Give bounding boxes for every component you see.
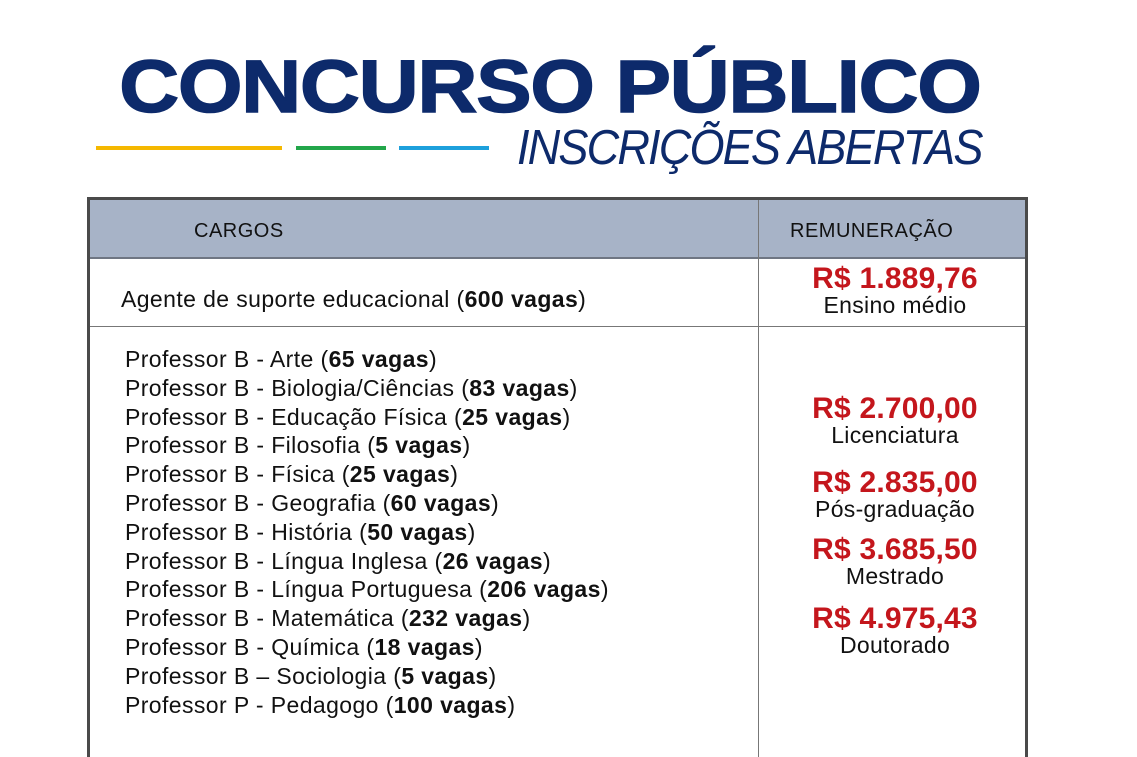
list-item: Professor B - Educação Física (25 vagas) bbox=[125, 403, 571, 430]
page-subtitle: INSCRIÇÕES ABERTAS bbox=[517, 121, 982, 175]
row-divider bbox=[90, 326, 1025, 327]
salary-agent bbox=[759, 264, 1031, 316]
salary-value: R$ 3.685,50 bbox=[812, 533, 978, 566]
list-item: Professor B - Língua Inglesa (26 vagas) bbox=[125, 547, 552, 574]
list-item: Professor B - História (50 vagas) bbox=[125, 518, 476, 545]
salary-level: Mestrado bbox=[845, 563, 945, 589]
list-item: Professor B – Sociologia (5 vagas) bbox=[125, 662, 497, 689]
accent-line-green bbox=[296, 146, 386, 150]
table-row-agent: Agente de suporte educacional (600 vagas) bbox=[121, 286, 587, 312]
jobs-table bbox=[87, 197, 1028, 757]
list-item: Professor P - Pedagogo (100 vagas) bbox=[125, 691, 516, 718]
list-item: Professor B - Química (18 vagas) bbox=[125, 633, 483, 660]
page-title: CONCURSO PÚBLICO bbox=[119, 45, 981, 128]
list-item: Professor B - Arte (65 vagas) bbox=[125, 346, 438, 372]
salary-level: Pós-graduação bbox=[815, 496, 975, 522]
job-vacancies: 600 vagas bbox=[464, 286, 579, 312]
salary-licenciatura bbox=[759, 394, 1031, 446]
accent-line-blue bbox=[399, 146, 489, 150]
accent-line-yellow bbox=[96, 146, 282, 150]
list-item: Professor B - Biologia/Ciências (83 vagas) bbox=[125, 374, 578, 401]
list-item: Professor B - Matemática (232 vagas) bbox=[125, 605, 531, 632]
salary-value: R$ 4.975,43 bbox=[812, 602, 978, 635]
column-header-remuneracao: REMUNERAÇÃO bbox=[790, 220, 954, 242]
list-item: Professor B - Língua Portuguesa (206 vagas) bbox=[125, 576, 609, 603]
list-item: Professor B - Física (25 vagas) bbox=[125, 461, 459, 488]
salary-level: Doutorado bbox=[839, 632, 951, 658]
salary-mestrado bbox=[759, 535, 1031, 587]
list-item: Professor B - Geografia (60 vagas) bbox=[125, 489, 500, 516]
salary-value: R$ 1.889,76 bbox=[812, 262, 978, 295]
job-name: Agente de suporte educacional ( bbox=[121, 286, 465, 312]
salary-level: Ensino médio bbox=[823, 292, 967, 318]
salary-pos-graduacao bbox=[759, 468, 1031, 520]
table-header bbox=[90, 200, 1025, 259]
professor-list bbox=[125, 345, 609, 719]
list-item: Professor B - Filosofia (5 vagas) bbox=[125, 432, 471, 459]
salary-value: R$ 2.700,00 bbox=[812, 392, 978, 425]
column-header-cargos: CARGOS bbox=[194, 220, 284, 242]
salary-doutorado bbox=[759, 604, 1031, 656]
salary-level: Licenciatura bbox=[831, 422, 959, 448]
salary-value: R$ 2.835,00 bbox=[812, 466, 978, 499]
